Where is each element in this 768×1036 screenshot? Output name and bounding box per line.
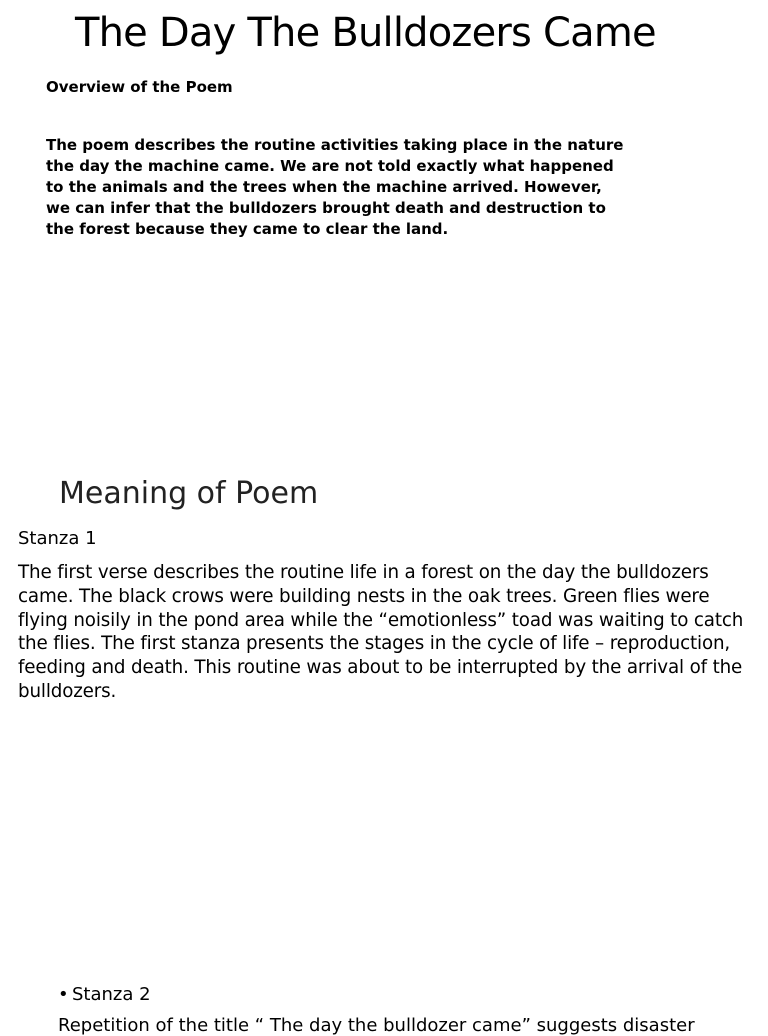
overview-heading: Overview of the Poem <box>46 78 233 96</box>
stanza-1-label: Stanza 1 <box>18 528 97 549</box>
bullet-list <box>58 983 151 1007</box>
stanza-2-label: Stanza 2 <box>72 984 151 1005</box>
list-item <box>58 983 151 1007</box>
stanza-1-paragraph: The first verse describes the routine life in a forest on the day the bulldozers came. The black crows were building nests in the oak trees. Green flies were flying noisily in the pond area while the “emotionless” toad was waiting to catch the flies. The first stanza presents the stages in the cycle of life – reproduction, feeding and death. This routine was about to be interrupted by the arrival of the bulldozers. <box>18 562 744 702</box>
bullet-icon: • <box>58 984 69 1005</box>
slide-stanza-2 <box>0 980 768 1036</box>
section-title: Meaning of Poem <box>59 476 319 511</box>
slide-meaning <box>0 470 768 800</box>
page-title: The Day The Bulldozers Came <box>75 10 656 56</box>
stanza-2-partial-paragraph: Repetition of the title “ The day the bulldozer came” suggests disaster <box>58 1015 695 1036</box>
overview-paragraph: The poem describes the routine activities taking place in the nature the day the machine came. We are not told exactly what happened to the animals and the trees when the machine arrived. However, we can infer that the bulldozers brought death and destruction to the forest because they came to clear the land. <box>46 136 624 238</box>
slide-overview <box>0 0 768 420</box>
